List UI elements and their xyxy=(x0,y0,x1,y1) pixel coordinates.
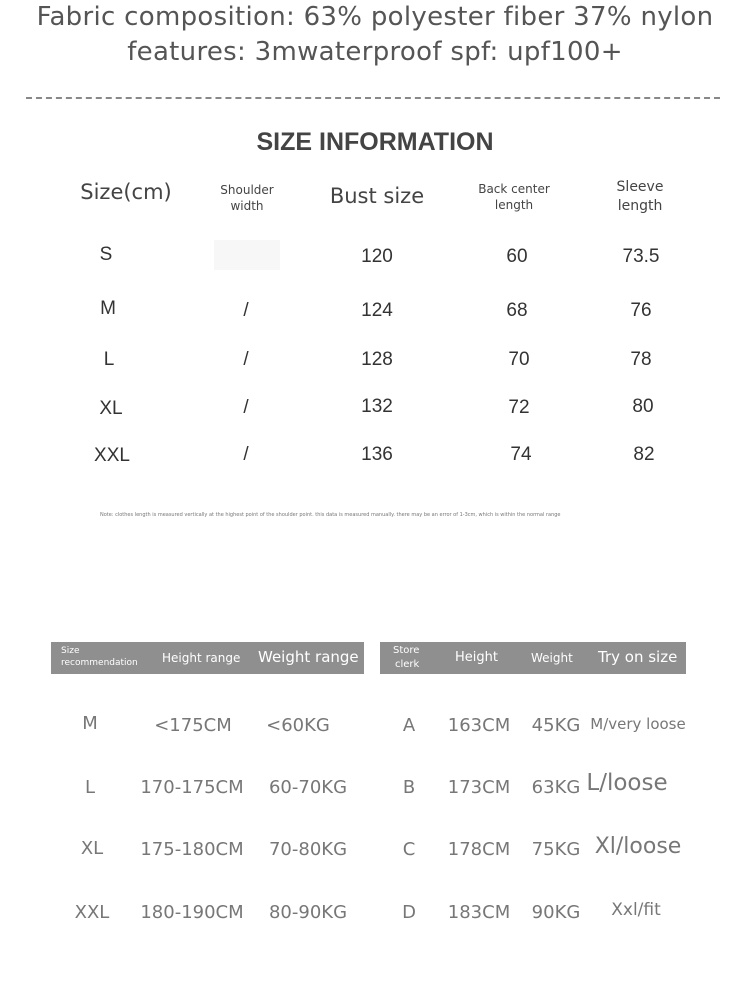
rec-weight: 60-70KG xyxy=(268,777,348,798)
col-back-line1: Back center xyxy=(478,182,550,196)
col-back-line2: length xyxy=(494,198,534,212)
rec-weight: 80-90KG xyxy=(268,902,348,923)
clerk-height: 163CM xyxy=(447,715,511,736)
size-cell: XL xyxy=(99,398,123,419)
clerk-cell: D xyxy=(402,902,416,923)
clerk-cell: A xyxy=(402,715,416,736)
header-store: Store xyxy=(393,645,420,656)
back-cell: 74 xyxy=(510,444,532,465)
rec-height: 175-180CM xyxy=(140,839,244,860)
header-height-range: Height range xyxy=(162,651,241,665)
rec-height: 170-175CM xyxy=(140,777,244,798)
shoulder-cell: / xyxy=(243,397,249,418)
rec-weight: 70-80KG xyxy=(268,839,348,860)
shoulder-cell: / xyxy=(243,300,249,321)
measurement-note: Note: clothes length is measured vertically at the highest point of the shoulder point. this data is measured manually. there may be an error of 1-3cm, which is within the normal range xyxy=(100,512,561,518)
clerk-height: 178CM xyxy=(447,839,511,860)
sleeve-cell: 76 xyxy=(630,300,652,321)
col-bust-size: Bust size xyxy=(329,184,425,208)
back-cell: 70 xyxy=(508,349,530,370)
dashed-divider xyxy=(26,97,720,99)
header-weight: Weight xyxy=(531,651,573,665)
rec-size: M xyxy=(82,713,98,734)
header-height: Height xyxy=(455,650,498,665)
col-sleeve-line1: Sleeve xyxy=(616,179,664,195)
col-shoulder-line1: Shoulder xyxy=(220,183,274,197)
clerk-fit: Xxl/fit xyxy=(611,900,661,920)
bust-cell: 132 xyxy=(361,396,393,417)
clerk-height: 173CM xyxy=(447,777,511,798)
col-size: Size(cm) xyxy=(80,180,172,204)
shoulder-blank-cell xyxy=(214,240,280,270)
fabric-composition-text: Fabric composition: 63% polyester fiber 37% nylon xyxy=(36,2,714,32)
rec-size: XXL xyxy=(74,902,110,923)
clerk-fit: L/loose xyxy=(586,770,668,796)
col-sleeve-line2: length xyxy=(617,198,663,214)
bust-cell: 124 xyxy=(361,300,393,321)
clerk-weight: 75KG xyxy=(531,839,581,860)
sleeve-cell: 82 xyxy=(633,444,655,465)
col-sleeve-length xyxy=(600,178,680,216)
clerk-fit: M/very loose xyxy=(590,715,686,733)
size-cell: XXL xyxy=(94,445,130,466)
header-clerk: clerk xyxy=(395,659,420,670)
rec-size: XL xyxy=(80,838,104,859)
size-recommendation-header xyxy=(51,642,364,674)
col-back-center-length xyxy=(468,181,560,213)
rec-height: <175CM xyxy=(154,715,232,736)
clerk-weight: 90KG xyxy=(531,902,581,923)
clerk-cell: B xyxy=(402,777,416,798)
size-cell: S xyxy=(99,244,113,265)
header-size: Size xyxy=(61,646,80,656)
clerk-fit: Xl/loose xyxy=(594,834,682,859)
sleeve-cell: 78 xyxy=(630,349,652,370)
back-cell: 60 xyxy=(506,246,528,267)
rec-weight: <60KG xyxy=(266,715,330,736)
clerk-cell: C xyxy=(402,839,416,860)
back-cell: 72 xyxy=(508,397,530,418)
clerk-height: 183CM xyxy=(447,902,511,923)
sleeve-cell: 80 xyxy=(632,396,654,417)
header-try-on-size: Try on size xyxy=(598,648,678,666)
col-shoulder-width xyxy=(207,182,287,214)
rec-size: L xyxy=(84,777,96,798)
back-cell: 68 xyxy=(506,300,528,321)
sleeve-cell: 73.5 xyxy=(622,246,660,267)
rec-height: 180-190CM xyxy=(140,902,244,923)
bust-cell: 128 xyxy=(361,349,393,370)
clerk-weight: 45KG xyxy=(531,715,581,736)
shoulder-cell: / xyxy=(243,349,249,370)
clerk-weight: 63KG xyxy=(531,777,581,798)
bust-cell: 136 xyxy=(361,444,393,465)
features-text: features: 3mwaterproof spf: upf100+ xyxy=(127,37,623,67)
size-cell: L xyxy=(103,349,115,370)
header-recommendation: recommendation xyxy=(61,658,138,668)
header-weight-range: Weight range xyxy=(258,648,359,666)
size-information-title: SIZE INFORMATION xyxy=(256,128,494,156)
try-on-header xyxy=(380,642,686,674)
col-shoulder-line2: width xyxy=(230,199,264,213)
size-cell: M xyxy=(100,298,116,319)
bust-cell: 120 xyxy=(361,246,393,267)
shoulder-cell: / xyxy=(243,444,249,465)
